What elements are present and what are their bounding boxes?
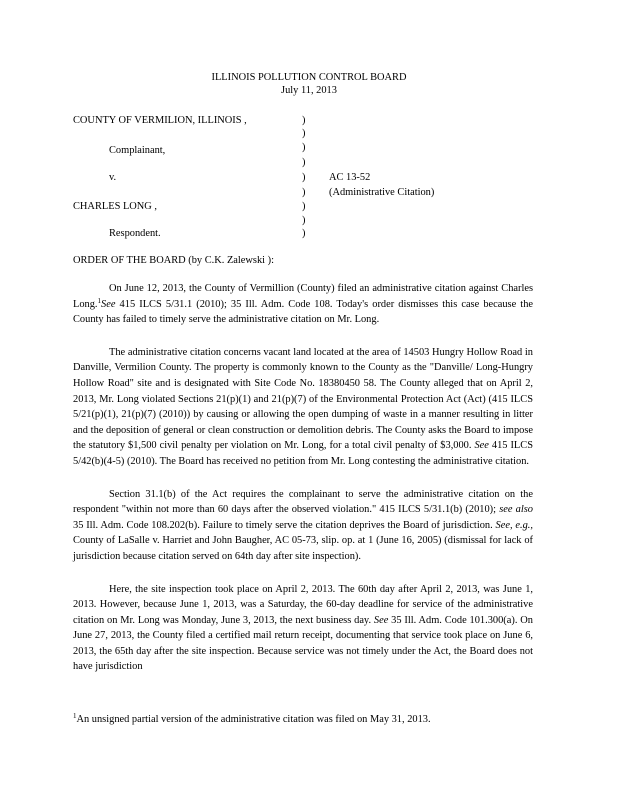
document-header xyxy=(0,71,618,97)
respondent-name: CHARLES LONG , xyxy=(73,201,157,212)
complainant-name: COUNTY OF VERMILION, ILLINOIS , xyxy=(73,115,247,126)
paragraph-2-text: 415 ILCS 5/42(b)(4-5) (2010). The Board has received no petition from Mr. Long contesting the administrative citation. xyxy=(73,440,533,467)
footnote xyxy=(73,712,533,728)
board-name: ILLINOIS POLLUTION CONTROL BOARD xyxy=(211,72,407,83)
respondent-role: Respondent. xyxy=(109,228,161,239)
document-date: July 11, 2013 xyxy=(281,85,337,96)
paragraph-3-text: 35 Ill. Adm. Code 108.202(b). Failure to timely serve the citation deprives the Board of jurisdiction. xyxy=(73,519,493,531)
footnote-text: An unsigned partial version of the administrative citation was filed on May 31, 2013. xyxy=(76,714,431,725)
citation-signal: See xyxy=(101,298,116,310)
caption-paren: ) xyxy=(302,128,306,139)
caption-paren: ) xyxy=(302,215,306,226)
order-body xyxy=(73,281,533,692)
complainant-role: Complainant, xyxy=(109,145,166,156)
citation-signal: See xyxy=(373,614,389,626)
paragraph-4-text: Here, the site inspection took place on April 2, 2013. The 60th day after April 2, 2013, was June 1, 2013. However, because June 1, 2013, was a Saturday, the 60-day deadline for service of the administrative citation on Mr. Long was Monday, June 3, 2013, the next business day. xyxy=(73,583,533,626)
paragraph-1-text: On June 12, 2013, the County of Vermillion (County) filed an administrative citation against Charles Long. xyxy=(73,283,533,310)
caption-paren: ) xyxy=(302,115,306,126)
caption-paren: ) xyxy=(302,187,306,198)
caption-paren: ) xyxy=(302,172,306,183)
paragraph-3-text: County of LaSalle v. Harriet and John Baugher, AC 05-73, slip. op. at 1 (June 16, 2005) (dismissal for lack of jurisdiction because citation served on 64th day after site inspection). xyxy=(73,535,533,562)
versus-label: v. xyxy=(109,172,117,183)
citation-signal: See xyxy=(474,440,489,452)
caption-paren: ) xyxy=(302,142,306,153)
paragraph-2 xyxy=(73,345,533,470)
paragraph-1 xyxy=(73,281,533,328)
paragraph-3 xyxy=(73,487,533,565)
order-heading: ORDER OF THE BOARD (by C.K. Zalewski ): xyxy=(73,255,274,266)
footnote-number: 1 xyxy=(73,712,77,720)
paragraph-4-text: 35 Ill. Adm. Code 101.300(a). On June 27, 2013, the County filed a certified mail return receipt, documenting that service took place on June 6, 2013, the 65th day after the site inspection. Because service was not timely under the Act, the Board does not have jurisdiction xyxy=(73,614,533,673)
caption-paren: ) xyxy=(302,228,306,239)
paragraph-4 xyxy=(73,582,533,676)
citation-signal: See, e.g., xyxy=(495,519,533,531)
paragraph-3-text: Section 31.1(b) of the Act requires the complainant to serve the administrative citation on the respondent "within not more than 60 days after the observed violation." 415 ILCS 5/31.1(b) (2010); xyxy=(73,488,533,516)
paragraph-2-text: The administrative citation concerns vacant land located at the area of 14503 Hungry Hollow Road in Danville, Vermilion County. The property is commonly known to the County as the "Danville/ Long-Hungry Hollow Road" site and is designated with Site Code No. 18380450 58. The County alleged that on April 2, 2013, Mr. Long violated Sections 21(p)(1) and 21(p)(7) of the Environmental Protection Act (Act) (415 ILCS 5/21(p)(1), 21(p)(7) (2010)) by causing or allowing the open dumping of waste in a manner resulting in litter and the deposition of general or clean construction or demolition debris. The County asks the Board to impose the statutory $1,500 civil penalty per violation on Mr. Long, for a total civil penalty of $3,000. xyxy=(73,346,533,452)
footnote-marker: 1 xyxy=(97,296,102,305)
citation-signal: see also xyxy=(499,504,533,516)
caption-paren: ) xyxy=(302,201,306,212)
caption-paren: ) xyxy=(302,157,306,168)
paragraph-1-text: 415 ILCS 5/31.1 (2010); 35 Ill. Adm. Code 108. Today's order dismisses this case because the County has failed to timely serve the administrative citation on Mr. Long. xyxy=(73,298,533,326)
case-type: (Administrative Citation) xyxy=(329,187,435,198)
case-number: AC 13-52 xyxy=(329,172,371,183)
